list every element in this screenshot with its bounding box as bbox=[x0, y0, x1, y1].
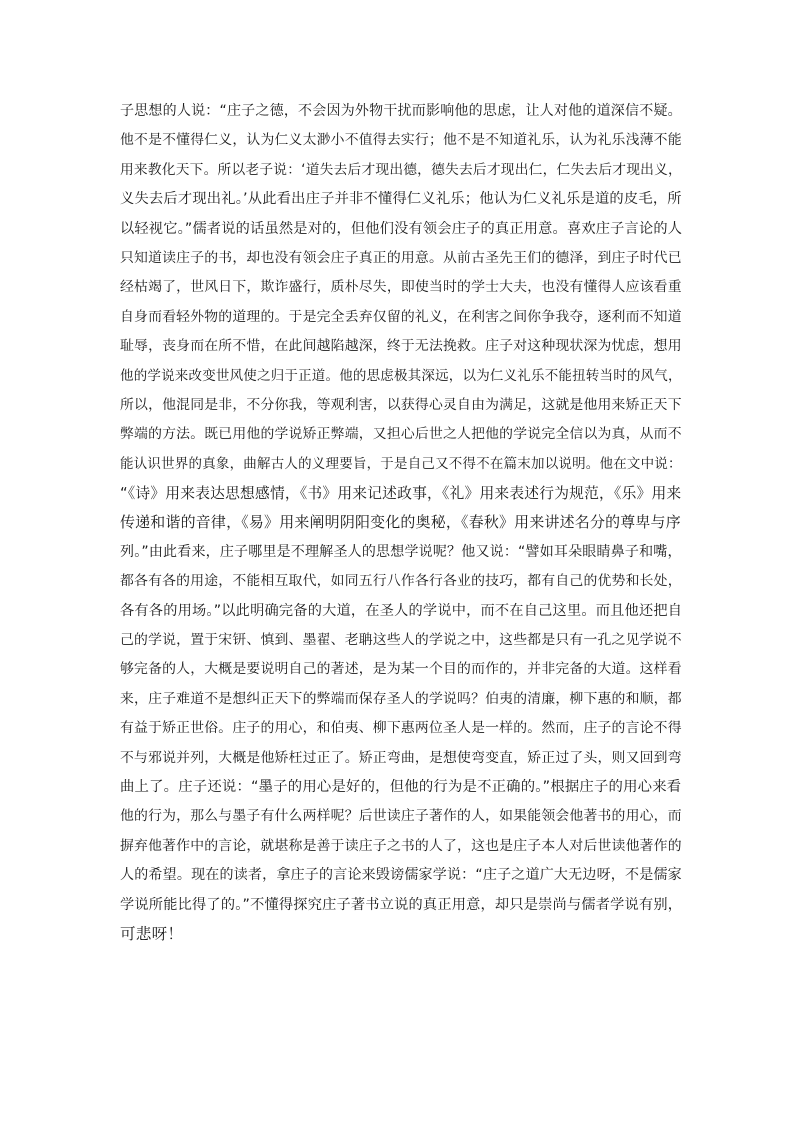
text-line: 以轻视它。”儒者说的话虽然是对的，但他们没有领会庄子的真正用意。喜欢庄子言论的人 bbox=[120, 220, 683, 237]
text-line: 曲上了。庄子还说：“墨子的用心是好的，但他的行为是不正确的。”根据庄子的用心来看 bbox=[120, 778, 682, 795]
text-line: 弊端的方法。既已用他的学说矫正弊端，又担心后世之人把他的学说完全信以为真，从而不 bbox=[120, 426, 682, 443]
text-line: 用来教化天下。所以老子说：‘道失去后才现出德，德失去后才现出仁，仁失去后才现出义， bbox=[120, 161, 682, 178]
text-line: 有益于矫正世俗。庄子的用心，和伯夷、柳下惠两位圣人是一样的。然而，庄子的言论不得 bbox=[120, 720, 682, 737]
text-line: 他的学说来改变世风使之归于正道。他的思虑极其深远，以为仁义礼乐不能扭转当时的风气， bbox=[120, 367, 682, 384]
text-line: “《诗》用来表达思想感情，《书》用来记述政事，《礼》用来表述行为规范，《乐》用来 bbox=[120, 485, 682, 503]
text-line: 耻辱，丧身而在所不惜，在此间越陷越深，终于无法挽救。庄子对这种现状深为忧虑，想用 bbox=[120, 338, 682, 355]
text-line: 都各有各的用途，不能相互取代，如同五行八作各行各业的技巧，都有自己的优势和长处， bbox=[120, 573, 682, 590]
text-line: 够完备的人，大概是要说明自己的著述，是为某一个目的而作的，并非完备的大道。这样看 bbox=[120, 661, 682, 678]
text-line: 他的行为，那么与墨子有什么两样呢？后世读庄子著作的人，如果能领会他著书的用心，而 bbox=[120, 808, 682, 825]
text-line: 自身而看轻外物的道理的。于是完全丢弃仅留的礼义，在利害之间你争我夺，逐利而不知道 bbox=[120, 308, 682, 325]
text-line: 传递和谐的音律，《易》用来阐明阴阳变化的奥秘，《春秋》用来讲述名分的尊卑与序 bbox=[120, 513, 681, 532]
text-line: 子思想的人说：“庄子之德，不会因为外物干扰而影响他的思虑，让人对他的道深信不疑。 bbox=[120, 103, 682, 119]
text-line: 人的希望。现在的读者，拿庄子的言论来毁谤儒家学说：“庄子之道广大无边呀，不是儒家 bbox=[120, 867, 682, 884]
text-line: 己的学说，置于宋钘、慎到、墨翟、老聃这些人的学说之中，这些都是只有一孔之见学说不 bbox=[120, 632, 682, 649]
text-line: 只知道读庄子的书，却也没有领会庄子真正的用意。从前古圣先王们的德泽，到庄子时代已 bbox=[120, 249, 682, 266]
text-line: 可悲呀！ bbox=[120, 924, 184, 943]
text-line: 经枯竭了，世风日下，欺诈盛行，质朴尽失，即使当时的学士大夫，也没有懂得人应该看重 bbox=[120, 279, 682, 296]
text-line: 来，庄子难道不是想纠正天下的弊端而保存圣人的学说吗？伯夷的清廉，柳下惠的和顺，都 bbox=[120, 690, 682, 707]
text-line: 学说所能比得了的。”不懂得探究庄子著书立说的真正用意，却只是崇尚与儒者学说有别， bbox=[120, 896, 683, 913]
text-line: 所以，他混同是非，不分你我，等观利害，以获得心灵自由为满足，这就是他用来矫正天下 bbox=[120, 396, 682, 413]
text-line: 各有各的用场。”以此明确完备的大道，在圣人的学说中，而不在自己这里。而且他还把自 bbox=[120, 602, 683, 619]
text-line: 他不是不懂得仁义，认为仁义太渺小不值得去实行；他不是不知道礼乐，认为礼乐浅薄不能 bbox=[120, 132, 682, 149]
text-line: 义失去后才现出礼。’从此看出庄子并非不懂得仁义礼乐；他认为仁义礼乐是道的皮毛，所 bbox=[120, 191, 682, 208]
text-line: 能认识世界的真象，曲解古人的义理要旨，于是自己又不得不在篇末加以说明。他在文中说： bbox=[120, 455, 682, 472]
body-text bbox=[120, 97, 684, 949]
text-line: 列。”由此看来，庄子哪里是不理解圣人的思想学说呢？他又说：“譬如耳朵眼睛鼻子和嘴， bbox=[120, 543, 682, 560]
text-line: 不与邪说并列，大概是他矫枉过正了。矫正弯曲，是想使弯变直，矫正过了头，则又回到弯 bbox=[120, 749, 682, 766]
text-line: 摒弃他著作中的言论，就堪称是善于读庄子之书的人了，这也是庄子本人对后世读他著作的 bbox=[120, 837, 682, 854]
